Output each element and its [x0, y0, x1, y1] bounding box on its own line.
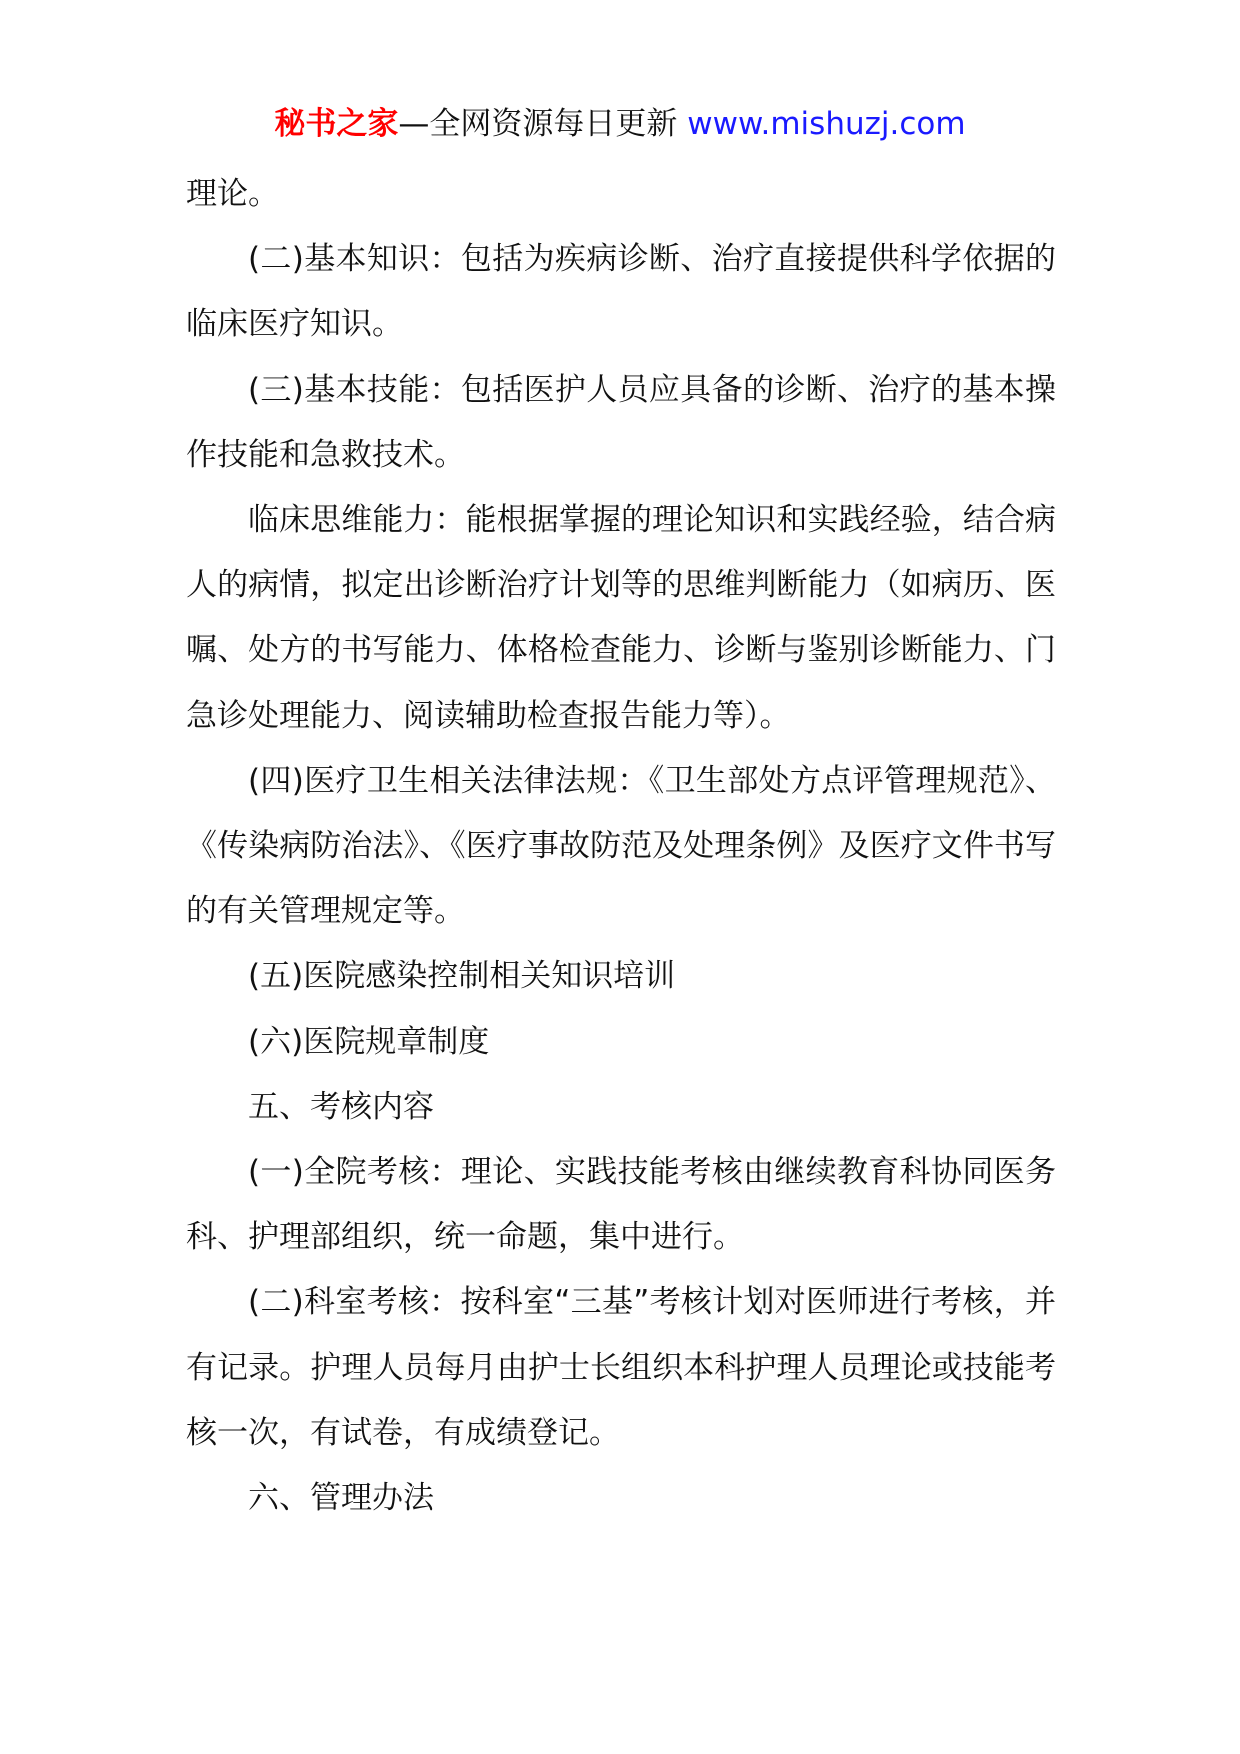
section-heading-assessment: 五、考核内容 — [248, 1088, 434, 1125]
paragraph-hospital-assessment: (一)全院考核：理论、实践技能考核由继续教育科协同医务科、护理部组织，统一命题，集中进行。 — [186, 1154, 1056, 1256]
paragraph-basic-skills: (三)基本技能：包括医护人员应具备的诊断、治疗的基本操作技能和急救技术。 — [186, 371, 1056, 473]
paragraph-laws-regulations: (四)医疗卫生相关法律法规：《卫生部处方点评管理规范》、《传染病防治法》、《医疗事故防范及处理条例》及医疗文件书写的有关管理规定等。 — [186, 762, 1056, 930]
document-body — [186, 162, 1056, 1531]
paragraph-clinical-thinking: 临床思维能力：能根据掌握的理论知识和实践经验，结合病人的病情，拟定出诊断治疗计划等的思维判断能力（如病历、医嘱、处方的书写能力、体格检查能力、诊断与鉴别诊断能力、门急诊处理能力、阅读辅助检查报告能力等）。 — [186, 502, 1056, 734]
paragraph-hospital-rules: (六)医院规章制度 — [248, 1023, 490, 1060]
brand-name: 秘书之家 — [274, 106, 399, 142]
page-header — [0, 100, 1240, 148]
paragraph-basic-knowledge: (二)基本知识：包括为疾病诊断、治疗直接提供科学依据的临床医疗知识。 — [186, 241, 1056, 343]
header-slogan: —全网资源每日更新 — [398, 106, 678, 142]
paragraph-department-assessment: (二)科室考核：按科室“三基”考核计划对医师进行考核，并有记录。护理人员每月由护士长组织本科护理人员理论或技能考核一次，有试卷，有成绩登记。 — [186, 1284, 1056, 1451]
section-heading-management: 六、管理办法 — [248, 1480, 434, 1517]
paragraph-infection-control: (五)医院感染控制相关知识培训 — [248, 958, 676, 995]
paragraph-continuation: 理论。 — [186, 176, 279, 212]
website-link[interactable]: www.mishuzj.com — [687, 106, 966, 142]
